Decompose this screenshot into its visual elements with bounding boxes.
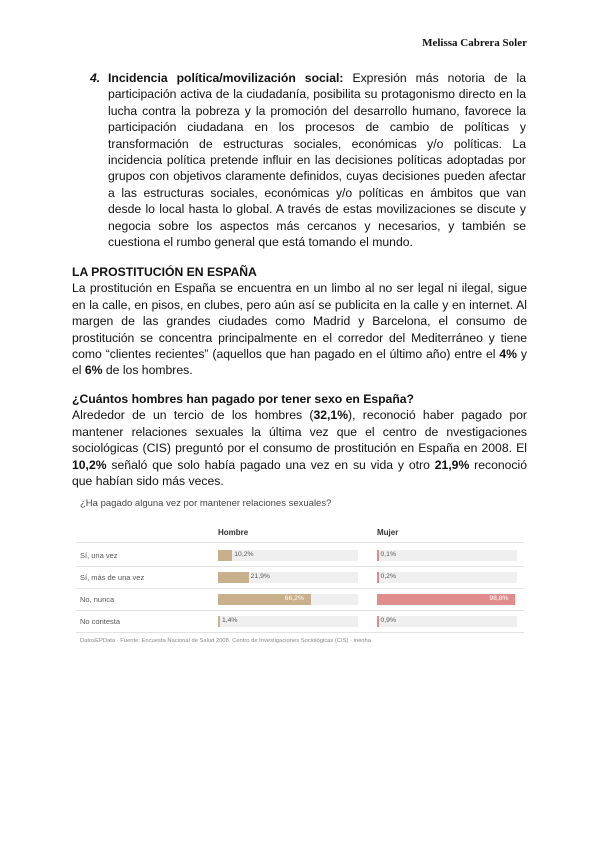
highlight-percent: 21,9% bbox=[434, 457, 470, 472]
row-separator bbox=[76, 610, 524, 611]
bar-track bbox=[218, 594, 358, 605]
row-separator bbox=[76, 588, 524, 589]
bar-mujer bbox=[377, 550, 379, 561]
list-item-text: Expresión más notoria de la participación activa de la ciudadanía, posibilita su protagonismo directo en la lucha contra la pobreza y la promoción del desarrollo humano, favorece la participación ciudadana en los procesos de cambio de políticas y transformación de estructuras sociales, económicas y/o políticas. La incidencia política pretende influir en las decisiones políticas adoptadas por grupos con objetivos claramente definidos, cuyas decisiones pueden afectar a las estructuras sociales, económicas y/o políticas en ámbitos que van desde lo local hasta lo global. A través de estas movilizaciones se discute y negocia sobre los aspectos más cercanos y necesarios, y también se cuestiona el rumbo general que está tomando el mundo. bbox=[108, 71, 526, 250]
paragraph-text: Alrededor de un tercio de los hombres ( bbox=[72, 408, 314, 423]
bar-hombre bbox=[218, 616, 220, 627]
data-label: 0,2% bbox=[380, 573, 396, 580]
data-label: 21,9% bbox=[250, 573, 270, 580]
bar-track bbox=[377, 616, 517, 627]
list-item-incidencia-politica bbox=[108, 70, 526, 250]
section-paragraph bbox=[72, 407, 527, 489]
data-label: 0,1% bbox=[380, 551, 396, 558]
bar-hombre bbox=[218, 550, 232, 561]
section-cuantos-hombres bbox=[72, 391, 527, 489]
data-label: 66,2% bbox=[284, 595, 304, 602]
chart-source: DatosEPData · Fuente: Encuesta Nacional de Salud 2008. Centro de Investigaciones Sociológicas (CIS) · ineoha bbox=[80, 638, 371, 644]
bar-mujer bbox=[377, 616, 379, 627]
row-separator bbox=[76, 632, 524, 633]
highlight-percent: 32,1% bbox=[313, 408, 349, 423]
section-prostitucion bbox=[72, 264, 527, 379]
bar-track bbox=[377, 572, 517, 583]
section-heading: ¿Cuántos hombres han pagado por tener sexo en España? bbox=[72, 392, 414, 406]
bar-track bbox=[377, 550, 517, 561]
bar-track bbox=[218, 572, 358, 583]
bar-track bbox=[218, 550, 358, 561]
bar-hombre bbox=[218, 572, 249, 583]
survey-bar-chart bbox=[76, 498, 524, 648]
list-number: 4. bbox=[90, 71, 101, 85]
highlight-percent: 4% bbox=[499, 347, 518, 362]
bar-mujer bbox=[377, 572, 379, 583]
section-heading: LA PROSTITUCIÓN EN ESPAÑA bbox=[72, 265, 257, 279]
row-label: No, nunca bbox=[80, 595, 115, 604]
highlight-percent: 6% bbox=[84, 363, 103, 378]
paragraph-text: ), reconoció haber pagado por mantener relaciones sexuales la última vez que el centro de nvestigaciones sociológicas (CIS) preguntó por el consumo de prostitución en España en 2008. El bbox=[72, 408, 527, 456]
bar-track bbox=[377, 594, 517, 605]
data-label: 98,8% bbox=[489, 595, 509, 602]
bar-track bbox=[218, 616, 358, 627]
paragraph-text: de los hombres. bbox=[102, 363, 193, 378]
series-header-mujer: Mujer bbox=[377, 528, 399, 537]
row-label: Sí, más de una vez bbox=[80, 573, 145, 582]
paragraph-text: señaló que solo había pagado una vez en su vida y otro bbox=[106, 457, 435, 472]
data-label: 10,2% bbox=[234, 551, 254, 558]
paragraph-text: La prostitución en España se encuentra en un limbo al no ser legal ni ilegal, sigue en la calle, en pisos, en clubes, pero aún así se publicita en la calle y en internet. Al margen de las grandes ciudades como Madrid y Barcelona, el consumo de prostitución se concentra principalmente en el corredor del Mediterráneo y tiene como “clientes recientes” (aquellos que han pagado en el último año) entre el bbox=[72, 281, 527, 362]
chart-header-line bbox=[76, 542, 524, 543]
author-name: Melissa Cabrera Soler bbox=[422, 37, 527, 49]
row-label: No contesta bbox=[80, 617, 121, 626]
row-separator bbox=[76, 566, 524, 567]
series-header-hombre: Hombre bbox=[218, 528, 249, 537]
highlight-percent: 10,2% bbox=[72, 457, 107, 472]
list-item-title: Incidencia política/movilización social: bbox=[108, 71, 344, 85]
section-paragraph bbox=[72, 280, 527, 378]
data-label: 1,4% bbox=[221, 617, 238, 624]
chart-title: ¿Ha pagado alguna vez por mantener relaciones sexuales? bbox=[80, 498, 332, 509]
data-label: 0,9% bbox=[380, 617, 396, 624]
paragraph-text: reconoció que habían sido más veces. bbox=[72, 457, 527, 489]
row-label: Sí, una vez bbox=[80, 551, 118, 560]
paragraph-text: y el bbox=[72, 347, 528, 378]
